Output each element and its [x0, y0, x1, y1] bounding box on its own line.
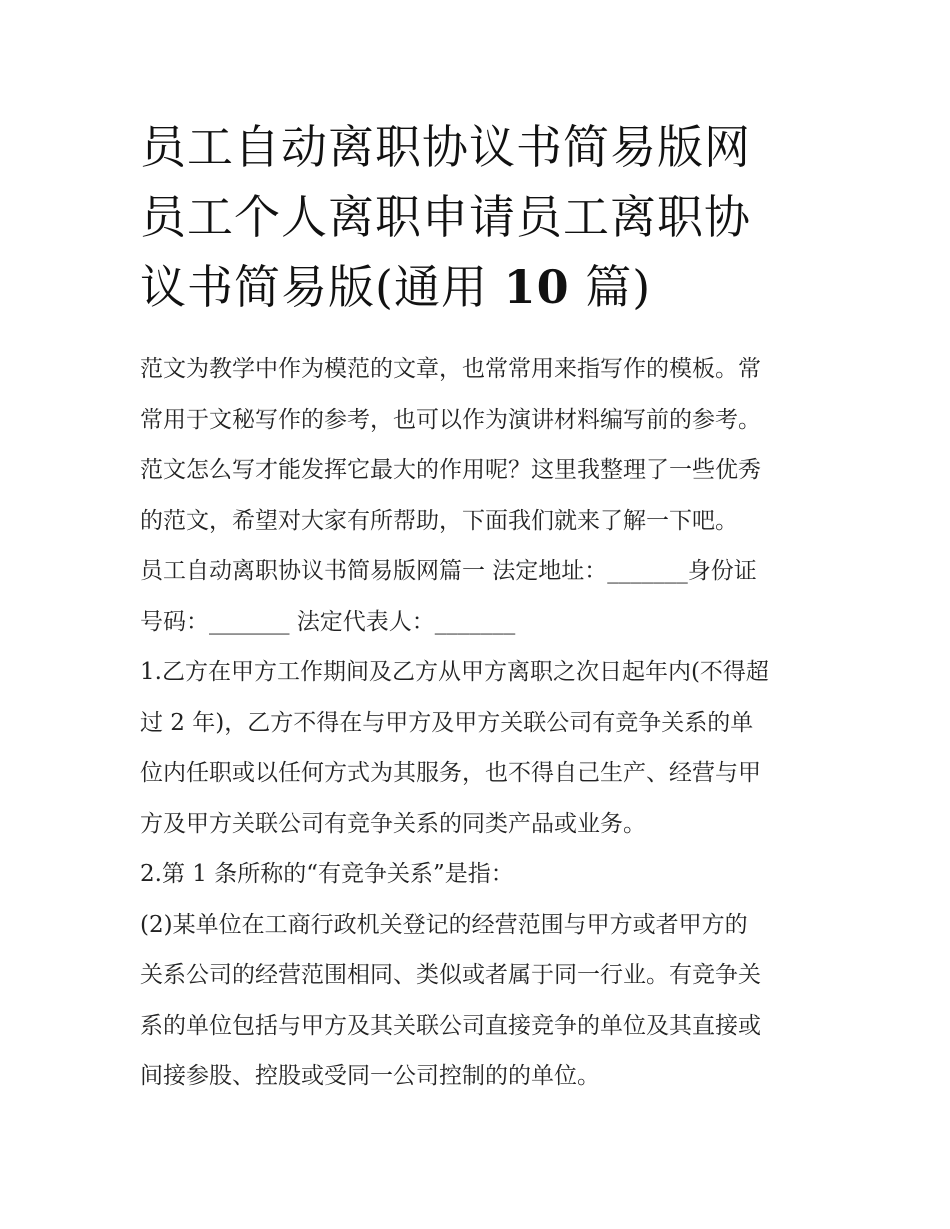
- title-line-3: [140, 252, 820, 322]
- body-line-4: 的范文，希望对大家有所帮助，下面我们就来了解一下吧。: [140, 507, 738, 534]
- body-line-10: 方及甲方关联公司有竞争关系的同类产品或业务。: [140, 810, 646, 837]
- body-line-2: 常用于文秘写作的参考，也可以作为演讲材料编写前的参考。: [140, 406, 761, 433]
- title-line-1: 员工自动离职协议书简易版网: [140, 120, 751, 174]
- document-title: [140, 112, 820, 322]
- body-line-14: 系的单位包括与甲方及其关联公司直接竞争的单位及其直接或: [140, 1012, 761, 1039]
- document-body: [140, 344, 820, 1102]
- body-line-11: 2.第 1 条所称的“有竞争关系”是指：: [140, 861, 514, 887]
- title-line-3-part-a: 议书简易版(: [140, 260, 394, 314]
- title-line-2: 员工个人离职申请员工离职协: [140, 190, 751, 244]
- body-line-7: 1.乙方在甲方工作期间及乙方从甲方离职之次日起年内(不得超: [140, 659, 769, 685]
- title-line-3-part-c: 篇): [585, 260, 652, 314]
- body-line-3: 范文怎么写才能发挥它最大的作用呢？这里我整理了一些优秀: [140, 457, 761, 483]
- body-line-5: 员工自动离职协议书简易版网篇一 法定地址：_______身份证: [140, 558, 757, 584]
- body-line-13: 关系公司的经营范围相同、类似或者属于同一行业。有竞争关: [140, 962, 761, 988]
- body-line-8: 过 2 年)，乙方不得在与甲方及甲方关联公司有竞争关系的单: [140, 709, 754, 736]
- body-line-6: 号码：_______ 法定代表人：_______: [140, 608, 516, 635]
- body-line-9: 位内任职或以任何方式为其服务，也不得自己生产、经营与甲: [140, 760, 761, 786]
- title-line-3-number: 10: [503, 260, 570, 314]
- title-line-3-part-b: 通用: [393, 260, 488, 314]
- body-line-1: 范文为教学中作为模范的文章，也常常用来指写作的模板。常: [140, 356, 761, 382]
- body-line-15: 间接参股、控股或受同一公司控制的的单位。: [140, 1063, 600, 1089]
- body-line-12: (2)某单位在工商行政机关登记的经营范围与甲方或者甲方的: [140, 911, 748, 938]
